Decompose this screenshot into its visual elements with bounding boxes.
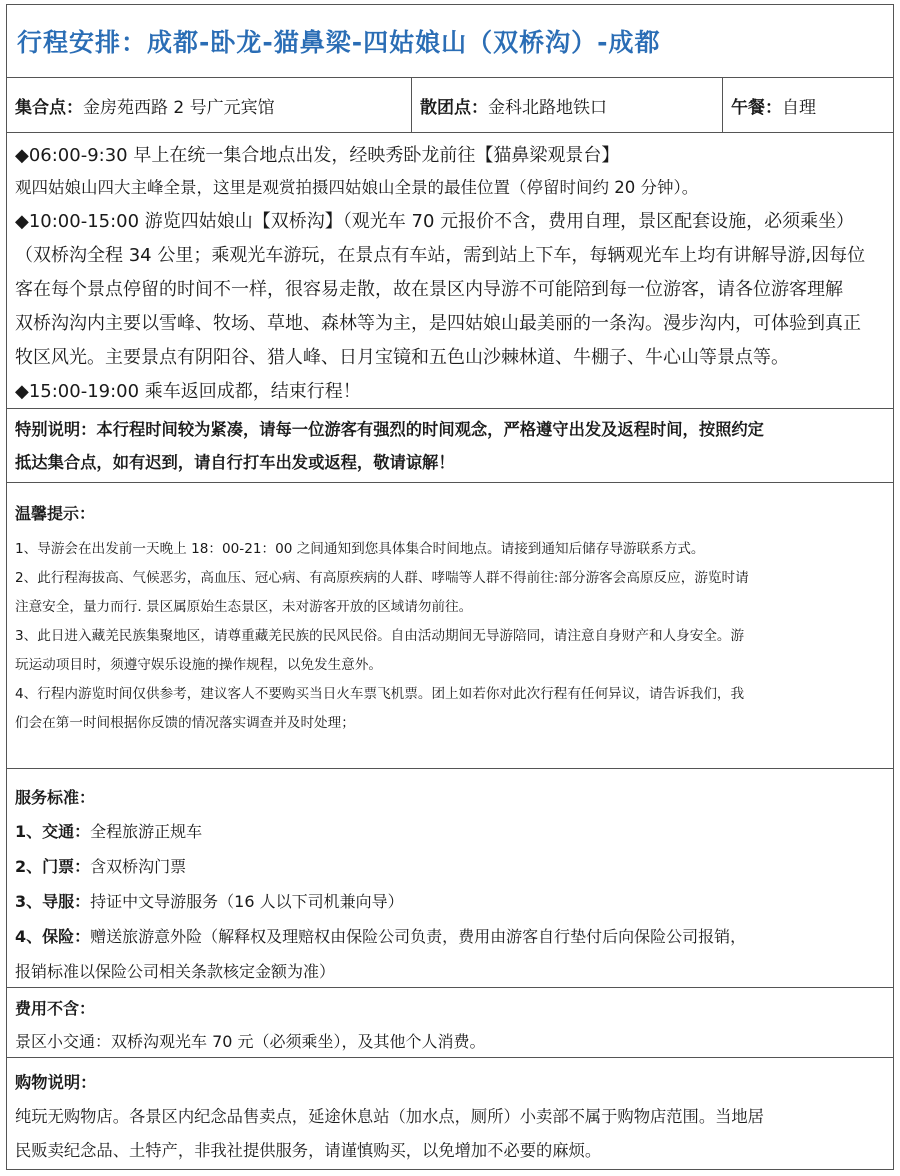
service-heading: 服务标准：	[15, 788, 96, 807]
shopping-heading: 购物说明：	[15, 1073, 97, 1092]
special-note-line: 特别说明：本行程时间较为紧凑，请每一位游客有强烈的时间观念，严格遵守出发及返程时间，按照约定	[15, 420, 764, 439]
fee-excluded-text: 景区小交通：双桥沟观光车 70 元（必须乘坐），及其他个人消费。	[15, 1032, 486, 1051]
service-item-text: 持证中文导游服务（16 人以下司机兼向导）	[90, 892, 404, 911]
itinerary-line: ◆06:00-9:30 早上在统一集合地点出发，经映秀卧龙前往【猫鼻梁观景台】	[15, 145, 620, 166]
service-item-label: 1、交通：	[15, 822, 91, 841]
service-item	[15, 919, 893, 954]
tip-line: 注意安全，量力而行. 景区属原始生态景区，未对游客开放的区域请勿前往。	[15, 599, 473, 615]
shopping-section	[7, 1058, 893, 1169]
fee-excluded-heading: 费用不含：	[15, 999, 96, 1018]
lunch-label: 午餐：	[731, 97, 782, 118]
service-item-label: 3、导服：	[15, 892, 91, 911]
meeting-point-label: 集合点：	[15, 97, 83, 118]
tips-heading: 温馨提示：	[15, 504, 96, 523]
tips-section	[7, 483, 893, 769]
tip-line: 1、导游会在出发前一天晚上 18：00-21：00 之间通知到您具体集合时间地点。请接到通知后储存导游联系方式。	[15, 541, 705, 557]
page-title: 行程安排：成都-卧龙-猫鼻梁-四姑娘山（双桥沟）-成都	[17, 28, 661, 57]
service-item-text: 含双桥沟门票	[90, 857, 187, 876]
itinerary-line: 观四姑娘山四大主峰全景，这里是观赏拍摄四姑娘山全景的最佳位置（停留时间约 20 分钟）。	[15, 178, 699, 197]
service-item-text: 全程旅游正规车	[90, 822, 203, 841]
tip-line: 2、此行程海拔高、气候恶劣，高血压、冠心病、有高原疾病的人群、哮喘等人群不得前往:部分游客会高原反应，游览时请	[15, 570, 749, 586]
tip-line: 玩运动项目时，须遵守娱乐设施的操作规程，以免发生意外。	[15, 657, 383, 673]
itinerary-line: 牧区风光。主要景点有阴阳谷、猎人峰、日月宝镜和五色山沙棘林道、牛棚子、牛心山等景点等。	[15, 347, 789, 368]
dismiss-point-cell	[411, 78, 722, 132]
special-note-section	[7, 409, 893, 483]
dismiss-point-value: 金科北路地铁口	[488, 97, 607, 118]
meeting-point-cell	[7, 78, 411, 132]
service-section	[7, 769, 893, 988]
lunch-value: 自理	[782, 97, 816, 118]
lunch-cell	[722, 78, 893, 132]
shopping-line: 民贩卖纪念品、土特产，非我社提供服务，请谨慎购买，以免增加不必要的麻烦。	[15, 1141, 602, 1160]
service-item-label: 4、保险：	[15, 927, 91, 946]
service-item	[15, 849, 893, 884]
tip-line: 3、此日进入藏羌民族集聚地区，请尊重藏羌民族的民风民俗。自由活动期间无导游陪同，请注意自身财产和人身安全。游	[15, 628, 745, 644]
special-note-line: 抵达集合点，如有迟到，请自行打车出发或返程，敬请谅解！	[15, 453, 455, 472]
title-row	[7, 5, 893, 78]
tip-line: 4、行程内游览时间仅供参考，建议客人不要购买当日火车票飞机票。团上如若你对此次行程有任何异议，请告诉我们，我	[15, 686, 745, 702]
dismiss-point-label: 散团点：	[420, 97, 488, 118]
service-item-text: 赠送旅游意外险（解释权及理赔权由保险公司负责，费用由游客自行垫付后向保险公司报销，	[90, 927, 747, 946]
itinerary-line: 双桥沟沟内主要以雪峰、牧场、草地、森林等为主，是四姑娘山最美丽的一条沟。漫步沟内，可体验到真正	[15, 313, 861, 334]
tip-line: 们会在第一时间根据你反馈的情况落实调查并及时处理；	[15, 715, 355, 731]
itinerary-sheet	[6, 4, 894, 1170]
itinerary-line: （双桥沟全程 34 公里；乘观光车游玩，在景点有车站，需到站上下车，每辆观光车上均有讲解导游,因每位	[15, 245, 866, 266]
service-continuation: 报销标准以保险公司相关条款核定金额为准）	[15, 962, 336, 981]
itinerary-line: ◆15:00-19:00 乘车返回成都，结束行程！	[15, 381, 361, 402]
itinerary-line: 客在每个景点停留的时间不一样，很容易走散，故在景区内导游不可能陪到每一位游客，请各位游客理解	[15, 279, 843, 300]
itinerary-line: ◆10:00-15:00 游览四姑娘山【双桥沟】（观光车 70 元报价不含，费用自理，景区配套设施，必须乘坐）	[15, 211, 855, 232]
itinerary-section	[7, 133, 893, 409]
service-item	[15, 884, 893, 919]
meeting-info-row	[7, 78, 893, 133]
meeting-point-value: 金房苑西路 2 号广元宾馆	[83, 97, 275, 118]
shopping-line: 纯玩无购物店。各景区内纪念品售卖点，延途休息站（加水点，厕所）小卖部不属于购物店范围。当地居	[15, 1107, 764, 1126]
service-item-label: 2、门票：	[15, 857, 91, 876]
service-item	[15, 814, 893, 849]
fee-excluded-section	[7, 988, 893, 1058]
